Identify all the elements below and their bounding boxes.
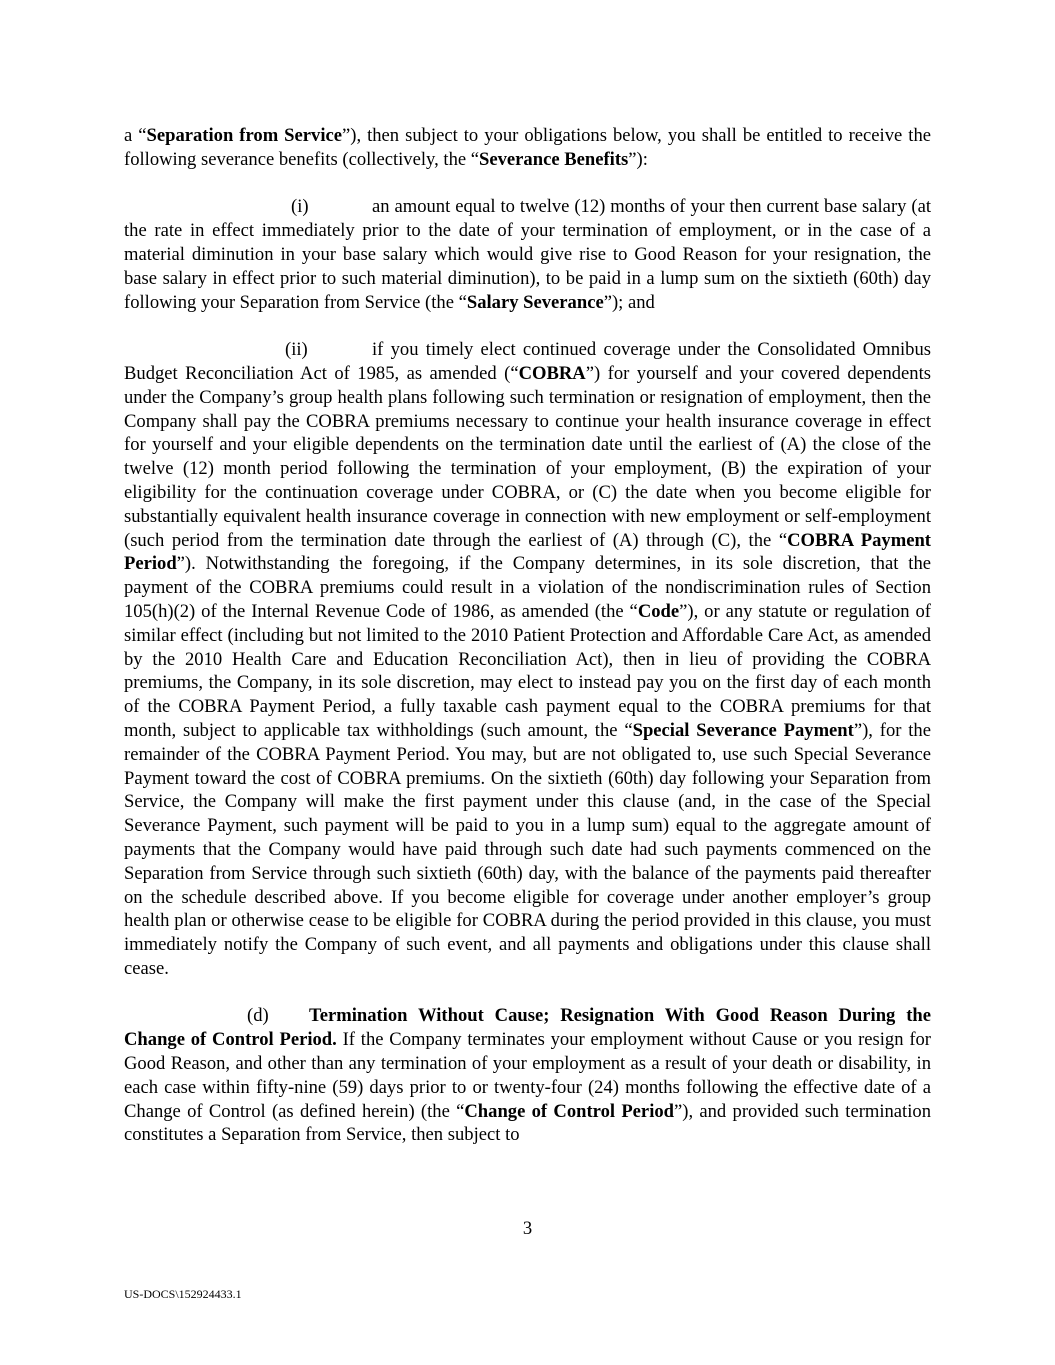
defined-term-special-severance-payment: Special Severance Payment [632,719,854,741]
clause-ii-text: if you timely elect continued coverage under the Consolidated Omnibus Budget Reconciliation Act of 1985, as amended (“ [124,339,931,384]
intro-text: ”): [628,148,648,170]
page-number: 3 [522,1218,533,1239]
document-id: US-DOCS\152924433.1 [124,1287,242,1301]
clause-d-text: ”), and provided such termination constitutes a Separation from Service, then subject to [124,1100,931,1146]
clause-d-text: If the Company terminates your employment without Cause or you resign for Good Reason, and other than any termination of your employment as a result of your death or disability, in each case within fifty-nine (59) days prior to or twenty-four (24) months following the effective date of a Change of Control (as defined herein) (the “ [124,1029,932,1122]
clause-i-paragraph [124,195,931,314]
clause-ii-text: ”), for the remainder of the COBRA Payment Period. You may, but are not obligated to, use such Special Severance Payment toward the cost of COBRA premiums. On the sixtieth (60th) day following your Separation from Service, the Company will make the first payment under this clause (and, in the case of the Special Severance Payment, such payment will be paid to you in a lump sum) equal to the aggregate amount of payments that the Company would have paid through such date had such payments commenced on the Separation from Service through such sixtieth (60th) day, with the balance of the payments paid thereafter on the schedule described above. If you become eligible for coverage under another employer’s group health plan or otherwise cease to be eligible for COBRA during the period provided in this clause, you must immediately notify the Company of such event, and all payments and obligations under this clause shall cease. [124,719,931,979]
defined-term-salary-severance: Salary Severance [466,291,604,313]
clause-d-paragraph [124,1004,931,1147]
clause-ii-marker: (ii) [285,339,308,361]
intro-paragraph [124,124,931,172]
clause-d-heading: Termination Without Cause; Resignation With Good Reason During the Change of Control Period. [124,1005,931,1051]
defined-term-cobra: COBRA [518,362,586,384]
defined-term-change-of-control-period: Change of Control Period [464,1100,674,1122]
clause-ii-text: ”). Notwithstanding the foregoing, if the Company determines, in its sole discretion, that the payment of the COBRA premiums could result in a violation of the nondiscrimination rules of Section 105(h)(2) of the Internal Revenue Code of 1986, as amended (the “ [124,553,931,622]
defined-term-severance-benefits: Severance Benefits [479,148,629,170]
intro-text: ”), then subject to your obligations below, you shall be entitled to receive the following severance benefits (collectively, the “ [124,125,931,170]
defined-term-code: Code [637,600,680,622]
clause-ii-text: ”) for yourself and your covered dependents under the Company’s group health plans following such termination or resignation of employment, then the Company shall pay the COBRA premiums necessary to continue your health insurance coverage in effect for yourself and your eligible dependents on the termination date until the earliest of (A) the close of the twelve (12) month period following the termination of your employment, (B) the expiration of your eligibility for the continuation coverage under COBRA, or (C) the date when you become eligible for substantially equivalent health insurance coverage in connection with new employment or self-employment (such period from the termination date through the earliest of (A) through (C), the “ [124,362,931,551]
clause-ii-paragraph [124,338,931,981]
intro-text: a “ [124,125,147,146]
clause-i-text: ”); and [603,291,655,313]
clause-ii-text: ”), or any statute or regulation of similar effect (including but not limited to the 2010 Patient Protection and Affordable Care Act, as amended by the 2010 Health Care and Education Reconciliation Act), then in lieu of providing the COBRA premiums, the Company, in its sole discretion, may elect to instead pay you on the first day of each month of the COBRA Payment Period, a fully taxable cash payment equal to the COBRA premiums for that month, subject to applicable tax withholdings (such amount, the “ [124,600,931,741]
clause-i-text: an amount equal to twelve (12) months of your then current base salary (at the rate in effect immediately prior to the date of your termination of employment, or in the case of a material diminution in your base salary which would give rise to Good Reason for your resignation, the base salary in effect prior to such material diminution), to be paid in a lump sum on the sixtieth (60th) day following your Separation from Service (the “ [124,196,931,313]
defined-term-separation: Separation from Service [146,125,342,146]
clause-d-marker: (d) [247,1005,269,1027]
clause-i-marker: (i) [291,196,309,218]
document-body [124,124,931,1147]
defined-term-cobra-payment-period: COBRA Payment Period [124,529,931,575]
